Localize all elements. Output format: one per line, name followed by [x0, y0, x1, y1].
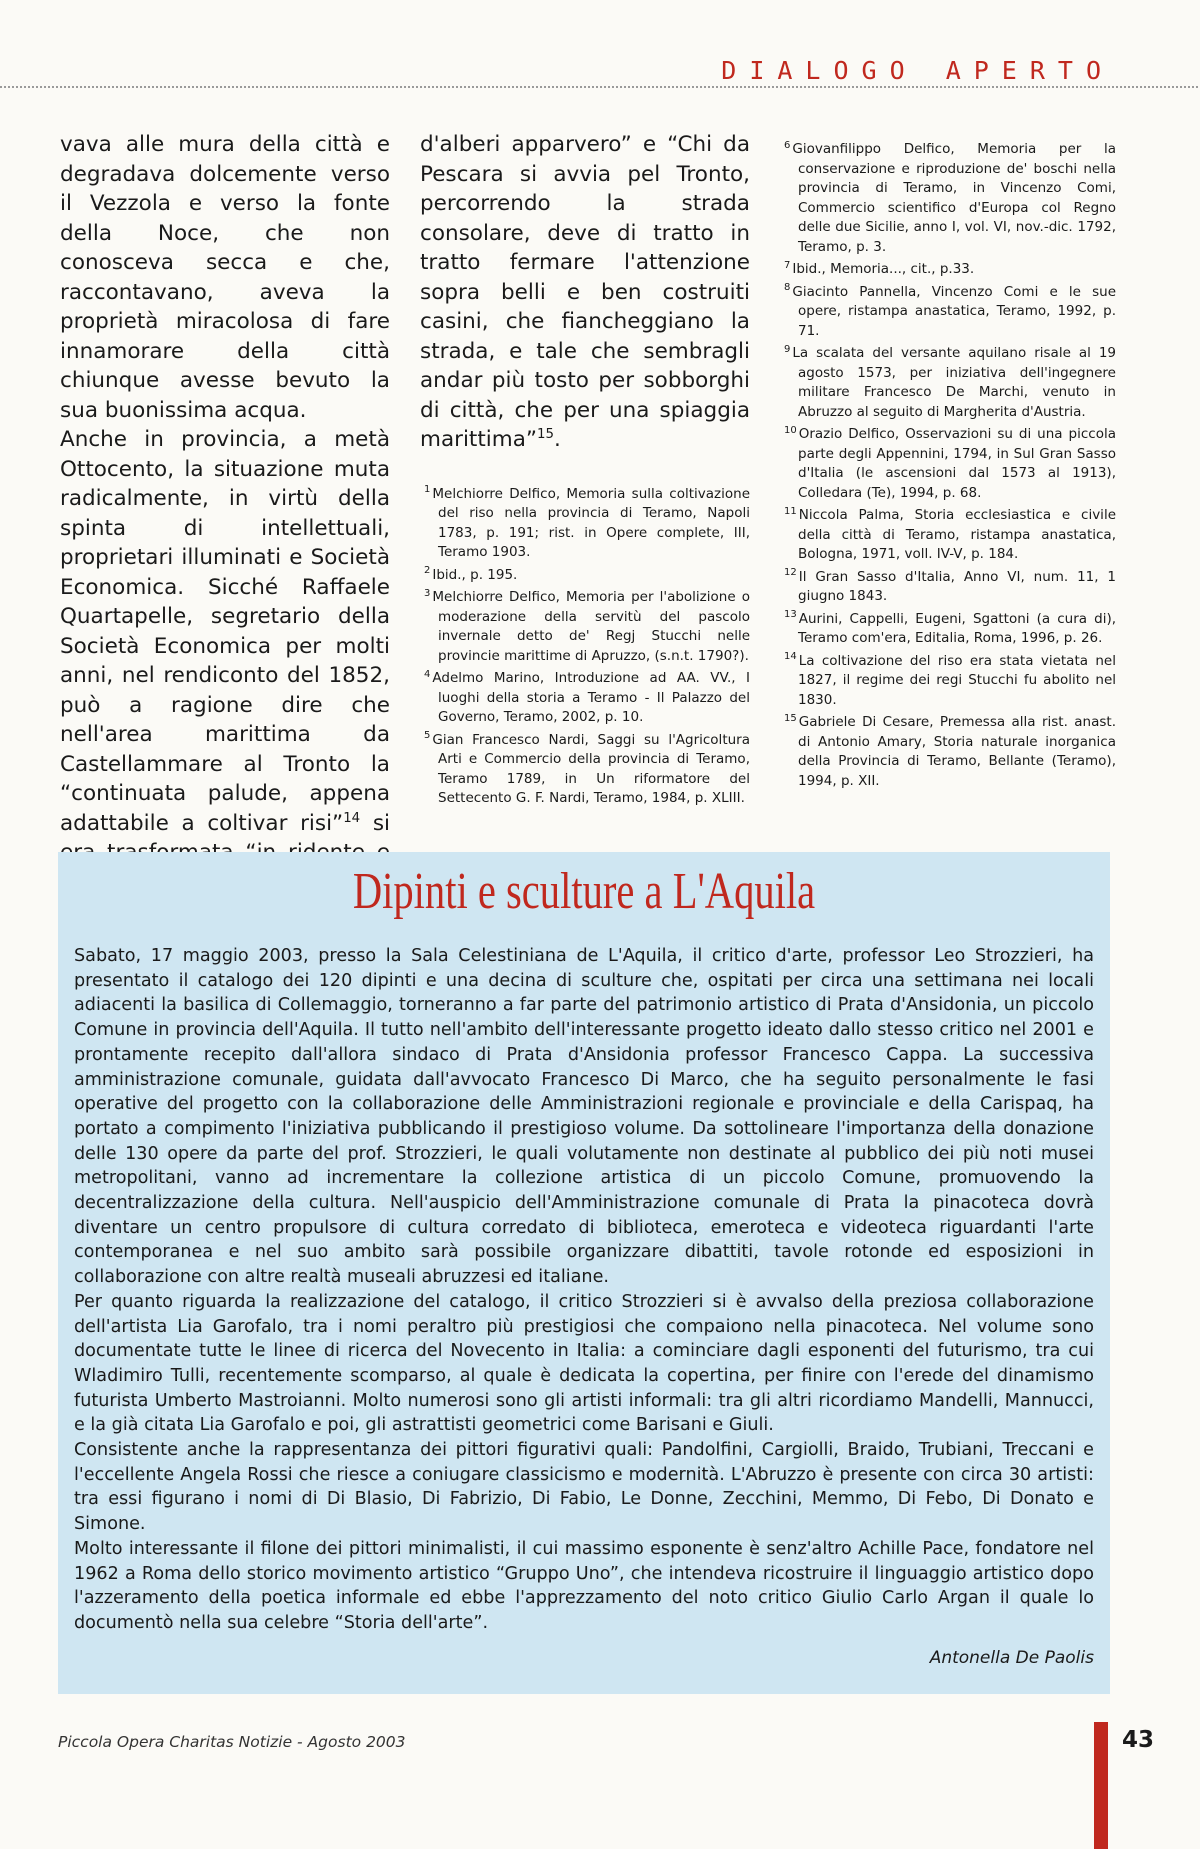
footnote-text: Giacinto Pannella, Vincenzo Comi e le sue opere, ristampa anastatica, Teramo, 1992, p. 71.: [792, 283, 1116, 339]
footnote-ref: 15: [537, 426, 554, 442]
footnote-text: Giovanfilippo Delfico, Memoria per la conservazione e riproduzione de' boschi nella provincia di Teramo, in Vincenzo Comi, Commercio scientifico d'Europa col Regno delle due Sicilie, anno I, vol. VI, nov.-dic. 1792, Teramo, p. 3.: [792, 141, 1116, 255]
footnote-text: Gabriele Di Cesare, Premessa alla rist. anast. di Antonio Amary, Storia naturale inorganica della Provincia di Teramo, Bellante (Teramo), 1994, p. XII.: [798, 714, 1116, 789]
footnote: [420, 566, 750, 586]
footnote: [780, 610, 1116, 649]
box-paragraph: Per quanto riguarda la realizzazione del catalogo, il critico Strozzieri si è avvalso della preziosa collaborazione dell'artista Lia Garofalo, tra i nomi peraltro più prestigiosi che compaiono nella pinacoteca. Nel volume sono documentate tutte le linee di ricerca del Novecento in Italia: a cominciare dagli esponenti del futurismo, tra cui Wladimiro Tulli, recentemente scomparso, al quale è dedicata la copertina, per finire con l'erede del dinamismo futurista Umberto Mastroianni. Molto numerosi sono gli artisti informali: tra gli altri ricordiamo Mandelli, Mannucci, e la già citata Lia Garofalo e poi, gli astrattisti geometrici come Barisani e Giuli.: [74, 1291, 1094, 1436]
paragraph-text: .: [554, 427, 561, 452]
footnote-text: Aurini, Cappelli, Eugeni, Sgattoni (a cura di), Teramo com'era, Editalia, Roma, 1996, p. 26.: [798, 610, 1116, 646]
article-column-1: [60, 130, 390, 927]
footnote-text: Gian Francesco Nardi, Saggi su l'Agricoltura Arti e Commercio della provincia di Teramo, Teramo 1789, in Un riformatore del Settecento G. F. Nardi, Teramo, 1984, p. XLIII.: [432, 731, 750, 806]
footnote: [780, 506, 1116, 565]
footnote: [780, 283, 1116, 342]
footnote-text: Ibid., p. 195.: [432, 566, 518, 583]
paragraph-text: Anche in provincia, a metà Ottocento, la situazione muta radicalmente, in virtù della spinta di intellettuali, proprietari illuminati e Società Economica. Sicché Raffaele Quartapelle, segretario della Società Economica per molti anni, nel rendiconto del 1852, può a ragione dire che nell'area marittima da Castellammare al Tronto la “continuata palude, appena adattabile a coltivar risi”: [60, 427, 390, 836]
footnote-number: 11: [784, 505, 797, 517]
footnote-number: 9: [784, 343, 791, 355]
footnote: [420, 588, 750, 666]
box-title: Dipinti e sculture a L'Aquila: [352, 863, 816, 920]
paragraph-text: si: [372, 810, 390, 836]
box-paragraph: Consistente anche la rappresentanza dei pittori figurativi quali: Pandolfini, Cargiolli, Braido, Trubiani, Treccani e l'eccellente Angela Rossi che riesce a coniugare classicismo e modernità. L'Abruzzo è presente con circa 30 artisti: tra essi figurano i nomi di Di Blasio, Di Fabrizio, Di Fabio, Le Donne, Zecchini, Memmo, Di Febo, Di Donato e Simone.: [74, 1440, 1094, 1535]
footnote-text: Orazio Delfico, Osservazioni su di una piccola parte degli Appennini, 1794, in Sul Gran Sasso d'Italia (le ascensioni dal 1573 al 1913), Colledara (Te), 1994, p. 68.: [798, 426, 1116, 501]
footnote: [780, 260, 1116, 280]
sidebar-box: [58, 852, 1110, 1694]
footnote-number: 1: [424, 484, 431, 495]
footnote-number: 2: [424, 565, 431, 576]
article-column-2: [420, 130, 750, 812]
footer-publication: Piccola Opera Charitas Notizie - Agosto 2003: [58, 1733, 406, 1751]
footnote: [780, 568, 1116, 607]
footnote-text: Il Gran Sasso d'Italia, Anno VI, num. 11, 1 giugno 1843.: [798, 568, 1116, 604]
paragraph-text: d'alberi apparvero” e “Chi da Pescara si avvia pel Tronto, percorrendo la strada consolare, deve di tratto in tratto fermare l'attenzione sopra belli e ben costruiti casini, che fiancheggiano la strada, e tale che sembragli andar più tosto per sobborghi di città, che per una spiaggia marittima”: [420, 132, 750, 452]
footnote: [420, 669, 750, 728]
footnote: [780, 713, 1116, 791]
footnote-text: Melchiorre Delfico, Memoria sulla coltivazione del riso nella provincia di Teramo, Napoli 1783, p. 191; rist. in Opere complete, III, Teramo 1903.: [432, 485, 750, 560]
page-number: 43: [1122, 1727, 1155, 1753]
footnote-text: Melchiorre Delfico, Memoria per l'abolizione o moderazione della servitù del pascolo invernale detto de' Regj Stucchi nelle provincie marittime di Apruzzo, (s.n.t. 1790?).: [432, 589, 750, 664]
footnote-number: 7: [784, 259, 791, 271]
footnote-number: 15: [784, 712, 797, 724]
box-paragraph: Sabato, 17 maggio 2003, presso la Sala Celestiniana de L'Aquila, il critico d'arte, professor Leo Strozzieri, ha presentato il catalogo dei 120 dipinti e una decina di sculture che, ospitati per circa una settimana nei locali adiacenti la basilica di Collemaggio, torneranno a far parte del patrimonio artistico di Prata d'Ansidonia, un piccolo Comune in provincia dell'Aquila. Il tutto nell'ambito dell'interessante progetto ideato dallo stesso critico nel 2001 e prontamente recepito dall'allora sindaco di Prata d'Ansidonia professor Francesco Cappa. La successiva amministrazione comunale, guidata dall'avvocato Francesco Di Marco, che ha seguito personalmente le fasi operative del progetto con la collaborazione delle Amministrazioni regionale e provinciale e della Carispaq, ha portato a compimento l'iniziativa pubblicando il prestigioso volume. Da sottolineare l'importanza della donazione delle 130 opere da parte del prof. Strozzieri, le quali volutamente non destinate al pubblico dei più noti musei metropolitani, vanno ad incrementare la collezione artistica di un piccolo Comune, promuovendo la decentralizzazione della cultura. Nell'auspicio dell'Amministrazione comunale di Prata la pinacoteca dovrà diventare un centro propulsore di cultura corredato di biblioteca, emeroteca e videoteca riguardanti l'arte contemporanea e nel suo ambito sarà possibile organizzare dibattiti, tavole rotonde ed esposizioni in collaborazione con altre realtà museali abruzzesi ed italiane.: [74, 946, 1094, 1288]
footnote-number: 6: [784, 139, 791, 151]
footnote-number: 4: [424, 668, 431, 680]
article-paragraph: [420, 130, 750, 455]
footnote-number: 10: [784, 424, 797, 436]
footnote: [780, 652, 1116, 711]
footnote-ref: 14: [343, 810, 361, 826]
footnote: [780, 344, 1116, 422]
section-title: DIALOGO APERTO: [721, 56, 1114, 85]
footnote-number: 8: [784, 282, 791, 293]
footnote-text: Ibid., Memoria..., cit., p.33.: [792, 261, 975, 277]
footnote-text: La coltivazione del riso era stata vietata nel 1827, il regime dei regi Stucchi fu abolito nel 1830.: [798, 652, 1116, 708]
footnote: [420, 731, 750, 809]
footnote-number: 13: [784, 609, 797, 620]
box-paragraph: Molto interessante il filone dei pittori minimalisti, il cui massimo esponente è senz'altro Achille Pace, fondatore nel 1962 a Roma dello storico movimento artistico “Gruppo Uno”, che intendeva ricostruire il linguaggio artistico dopo l'azzeramento della poetica informale ed ebbe l'apprezzamento del noto critico Giulio Carlo Argan il quale lo documentò nella sua celebre “Storia dell'arte”.: [74, 1538, 1094, 1633]
box-body: [74, 944, 1094, 1636]
footnotes-group-1: [420, 485, 750, 809]
footnote-text: Adelmo Marino, Introduzione ad AA. VV., I luoghi della storia a Teramo - Il Palazzo del Governo, Teramo, 2002, p. 10.: [432, 670, 750, 725]
footnote-number: 12: [784, 567, 797, 578]
footnote-number: 14: [784, 651, 797, 662]
footnote-number: 5: [424, 730, 431, 741]
footnote-number: 3: [424, 587, 431, 599]
footnotes-group-2: [780, 140, 1116, 794]
footnote: [420, 485, 750, 563]
footnote-text: La scalata del versante aquilano risale al 19 agosto 1573, per iniziativa dell'ingegnere militare Francesco De Marchi, venuto in Abruzzo al seguito di Margherita d'Austria.: [792, 345, 1116, 420]
header-rule: [0, 86, 1200, 88]
page-marker-bar: [1094, 1722, 1108, 1849]
footnote-text: Niccola Palma, Storia ecclesiastica e civile della città di Teramo, ristampa anastatica, Bologna, 1971, voll. IV-V, p. 184.: [798, 507, 1116, 562]
footnote: [780, 140, 1116, 257]
article-paragraph: vava alle mura della città e degradava dolcemente verso il Vezzola e verso la fonte della Noce, che non conosceva secca e che, raccontavano, aveva la proprietà miracolosa di fare innamorare della città chiunque avesse bevuto la sua buonissima acqua.: [60, 132, 390, 423]
author-signature: Antonella De Paolis: [929, 1648, 1094, 1668]
footnote: [780, 425, 1116, 503]
